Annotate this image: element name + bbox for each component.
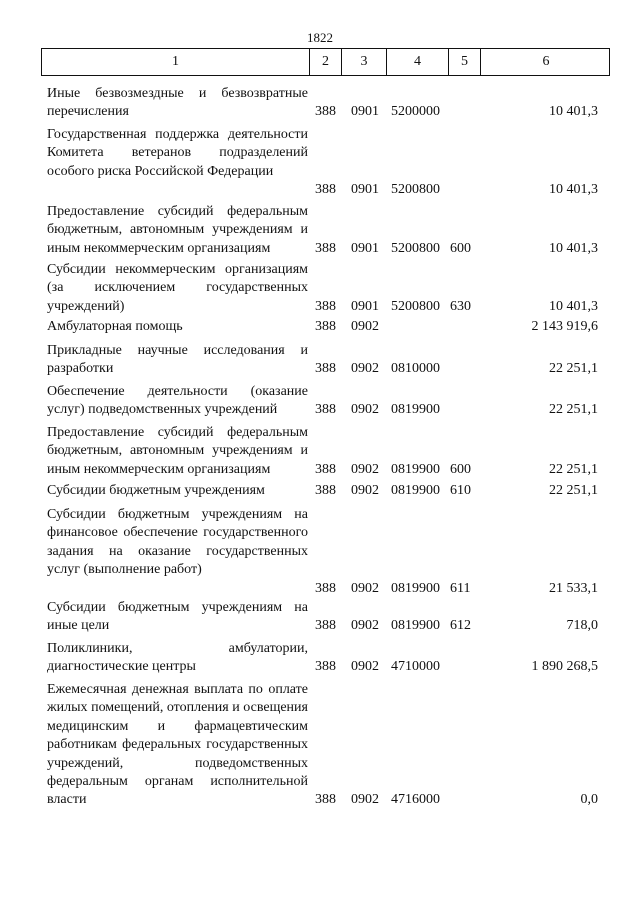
row-col-5: 612 — [450, 618, 471, 634]
row-col-5: 610 — [450, 483, 471, 498]
row-name: Государственная поддержка деятельности Комитета ветеранов подразделений особого риска Российской Федерации — [47, 127, 308, 179]
row-col-3: 0901 — [351, 298, 379, 314]
row-col-2: 388 — [315, 580, 336, 596]
row-col-3: 0902 — [351, 361, 379, 377]
row-col-4: 0819900 — [391, 580, 440, 596]
header-col-5: 5 — [448, 49, 480, 75]
row-col-6: 22 251,1 — [549, 483, 598, 498]
row-col-3: 0902 — [351, 461, 379, 477]
row-col-4: 0819900 — [391, 461, 440, 477]
row-col-3: 0901 — [351, 104, 379, 120]
row-col-5: 600 — [450, 461, 471, 477]
row-col-6: 2 143 919,6 — [531, 319, 598, 334]
row-col-4: 4710000 — [391, 659, 440, 675]
row-col-4: 0819900 — [391, 483, 440, 498]
row-col-6: 22 251,1 — [549, 361, 598, 377]
table-header — [41, 48, 610, 76]
header-col-3: 3 — [341, 49, 386, 75]
row-col-4: 4716000 — [391, 792, 440, 808]
row-col-2: 388 — [315, 618, 336, 634]
row-col-3: 0902 — [351, 580, 379, 596]
row-name: Ежемесячная денежная выплата по оплате жилых помещений, отопления и освещения медицинским и фармацевтическим работникам федеральных государственных учреждений, подведомственных федеральным органам исполнительной власти — [47, 682, 308, 808]
row-col-6: 22 251,1 — [549, 461, 598, 477]
row-col-4: 5200800 — [391, 182, 440, 198]
row-name: Субсидии бюджетным учреждениям на иные цели — [47, 600, 308, 634]
row-col-4: 5200000 — [391, 104, 440, 120]
row-col-6: 0,0 — [580, 792, 598, 808]
row-col-6: 21 533,1 — [549, 580, 598, 596]
row-name: Субсидии бюджетным учреждениям — [47, 483, 265, 498]
row-col-5: 600 — [450, 240, 471, 256]
row-col-2: 388 — [315, 319, 336, 334]
row-col-2: 388 — [315, 361, 336, 377]
row-col-3: 0902 — [351, 792, 379, 808]
row-col-2: 388 — [315, 402, 336, 418]
row-name: Амбулаторная помощь — [47, 319, 183, 334]
row-col-3: 0902 — [351, 319, 379, 334]
row-col-3: 0902 — [351, 618, 379, 634]
row-name: Субсидии некоммерческим организациям (за исключением государственных учреждений) — [47, 262, 308, 314]
row-col-6: 10 401,3 — [549, 240, 598, 256]
row-col-2: 388 — [315, 483, 336, 498]
row-col-2: 388 — [315, 659, 336, 675]
row-col-3: 0901 — [351, 182, 379, 198]
row-name: Предоставление субсидий федеральным бюджетным, автономным учреждениям и иным некоммерческим организациям — [47, 204, 308, 256]
row-col-4: 0810000 — [391, 361, 440, 377]
row-col-2: 388 — [315, 792, 336, 808]
row-name: Иные безвозмездные и безвозвратные перечисления — [47, 86, 308, 120]
header-col-4: 4 — [386, 49, 448, 75]
row-col-2: 388 — [315, 182, 336, 198]
row-col-2: 388 — [315, 104, 336, 120]
row-col-6: 10 401,3 — [549, 182, 598, 198]
row-col-3: 0902 — [351, 659, 379, 675]
row-col-4: 5200800 — [391, 240, 440, 256]
row-col-6: 1 890 268,5 — [531, 659, 598, 675]
row-col-3: 0902 — [351, 402, 379, 418]
header-col-1: 1 — [172, 54, 179, 69]
row-col-4: 0819900 — [391, 618, 440, 634]
row-col-4: 0819900 — [391, 402, 440, 418]
row-name: Обеспечение деятельности (оказание услуг) подведомственных учреждений — [47, 384, 308, 418]
row-name: Предоставление субсидий федеральным бюджетным, автономным учреждениям и иным некоммерческим организациям — [47, 425, 308, 477]
header-col-2: 2 — [309, 49, 341, 75]
row-col-3: 0902 — [351, 483, 379, 498]
row-col-6: 10 401,3 — [549, 298, 598, 314]
row-col-4: 5200800 — [391, 298, 440, 314]
row-col-2: 388 — [315, 461, 336, 477]
row-col-6: 718,0 — [566, 618, 598, 634]
row-col-6: 10 401,3 — [549, 104, 598, 120]
row-col-3: 0901 — [351, 240, 379, 256]
row-name: Прикладные научные исследования и разработки — [47, 343, 308, 377]
row-col-2: 388 — [315, 298, 336, 314]
row-col-6: 22 251,1 — [549, 402, 598, 418]
row-col-5: 611 — [450, 580, 471, 596]
row-name: Поликлиники, амбулатории, диагностические центры — [47, 641, 308, 675]
row-name: Субсидии бюджетным учреждениям на финансовое обеспечение государственного задания на оказание государственных услуг (выполнение работ) — [47, 507, 308, 578]
header-col-6: 6 — [480, 49, 611, 75]
page-number: 1822 — [307, 30, 333, 45]
row-col-5: 630 — [450, 298, 471, 314]
row-col-2: 388 — [315, 240, 336, 256]
